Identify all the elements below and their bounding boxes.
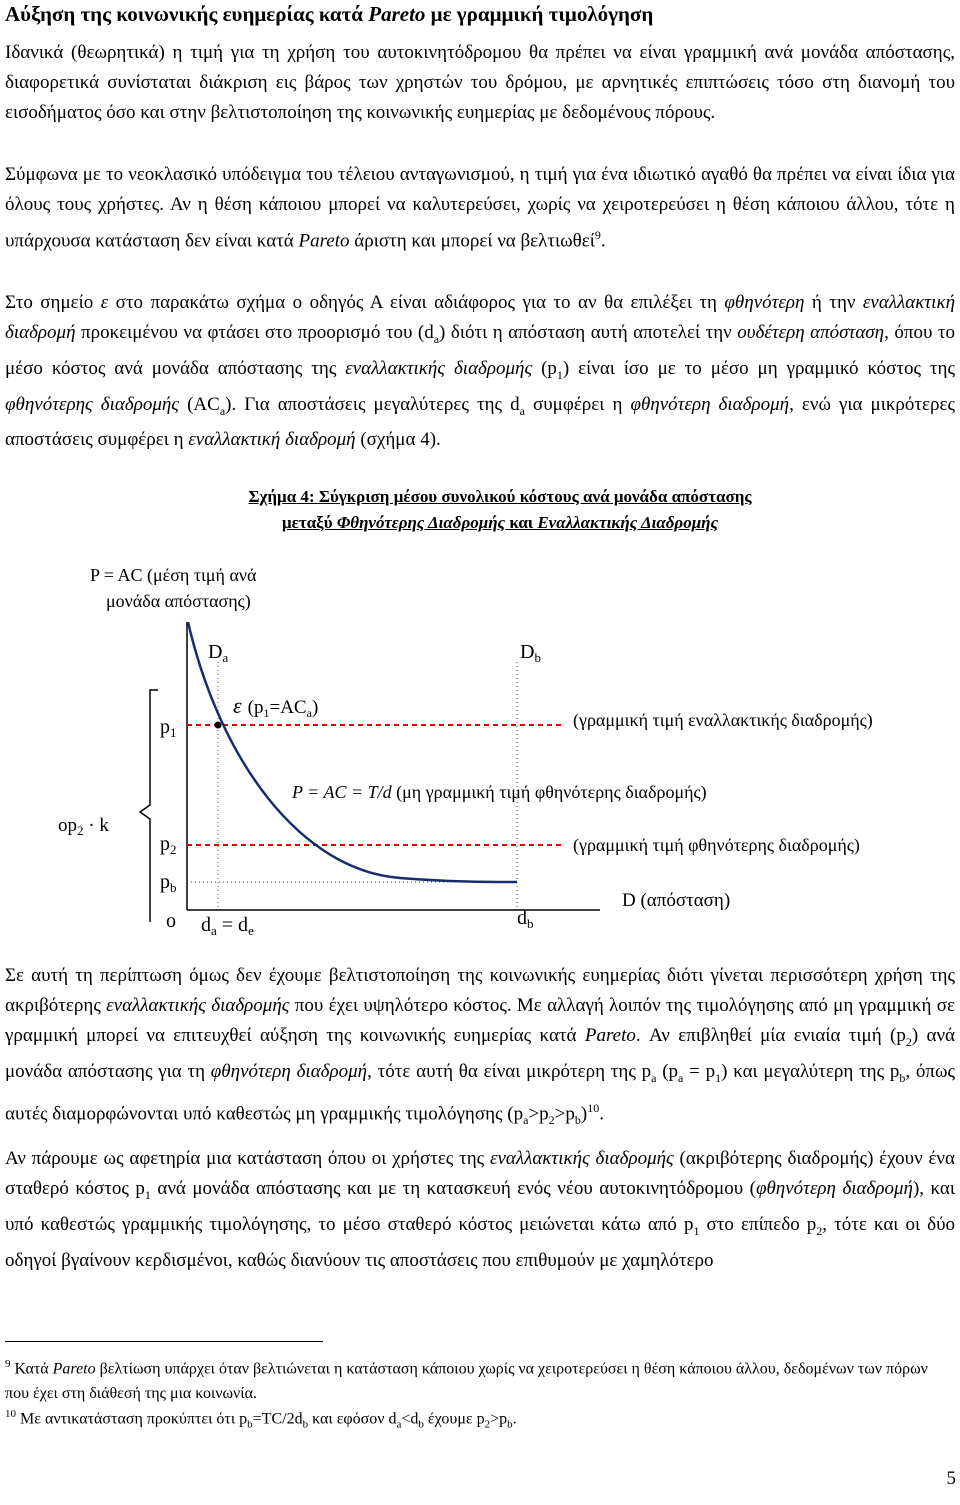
average-cost-curve [188, 622, 517, 882]
p3-t8: a [433, 331, 440, 346]
title-text-end: με γραμμική τιμολόγηση [425, 2, 654, 26]
y-axis-label-1: P = AC (μέση τιμή ανά [90, 565, 257, 585]
p3-t4: φθηνότερη [724, 292, 805, 313]
p3-t17: (AC [179, 393, 220, 415]
title-pareto: Pareto [368, 2, 426, 26]
p3-t13: (p [532, 357, 557, 379]
p4-t15: ) και μεγαλύτερη της p [721, 1060, 900, 1082]
curve-label: P = AC = T/d (μη γραμμική τιμή φθηνότερης διαδρομής) [292, 782, 707, 802]
p4-t7: ) ανά μονάδα απόστασης για τη [5, 1025, 956, 1082]
fn10-t12: b [507, 1418, 513, 1431]
p2-text-b: άριστη και μπορεί να βελτιωθεί [349, 230, 595, 252]
paragraph-5 [5, 1144, 955, 1276]
p3-t12: εναλλακτικής διαδρομής [345, 357, 533, 379]
ft2-b: Φθηνότερης Διαδρομής [336, 513, 506, 532]
fn10-t4: b [302, 1418, 309, 1431]
op2k-label: $op_2 \cdot k$ [58, 815, 109, 838]
fn10-t10: 2 [484, 1418, 491, 1431]
paragraph-4 [5, 961, 955, 1135]
fn10-t9: έχουμε p [423, 1410, 485, 1428]
ft2-c: και [505, 513, 538, 532]
p4-t14: 1 [715, 1070, 722, 1085]
origin-label: o [166, 910, 176, 932]
p2-pareto: Pareto [298, 230, 350, 252]
p3-t14: 1 [556, 367, 563, 382]
p4-t21: >p [554, 1102, 575, 1124]
p3-t19: ). Για αποστάσεις μεγαλύτερες της d [225, 393, 520, 415]
p4-t17: , όπως αυτές διαμορφώνονται υπό καθεστώς μη γραμμικής τιμολόγησης (p [5, 1060, 956, 1124]
p4-t11: (p [656, 1060, 679, 1082]
p4-t1: Σε αυτή τη περίπτωση όμως δεν έχουμε βελτιστοποίηση της κοινωνικής ευημερίας διότι γίνεται περισσότερη χρήση της ακριβότερης [5, 965, 955, 1016]
p4-t5: . Αν επιβληθεί μία ενιαία τιμή (p [635, 1025, 906, 1046]
fn10-number: 10 [5, 1408, 16, 1420]
epsilon-label: ε $(p_1=AC_a)$ [233, 693, 319, 720]
p3-t21: συμφέρει η [524, 393, 631, 415]
p4-t8: φθηνότερη διαδρομή [210, 1060, 368, 1082]
fn10-t6: a [396, 1418, 402, 1431]
p4-t10: a [651, 1070, 657, 1085]
p3-t1: Στο σημείο [5, 292, 101, 313]
p3-t11: , όπου το μέσο κόστος ανά μονάδα απόστασης της [5, 322, 955, 379]
footnote-9 [5, 1352, 955, 1406]
fn10-t13: . [512, 1410, 517, 1428]
ft2-a: μεταξύ [281, 513, 337, 532]
p4-t25: . [599, 1102, 604, 1124]
p5-t3: (ακριβότερης διαδρομής) έχουν ένα σταθερό κόστος p [5, 1148, 955, 1199]
p5-t4: 1 [144, 1187, 151, 1202]
p5-t2: εναλλακτικής διαδρομής [489, 1148, 674, 1169]
footnote-ref-10[interactable]: 10 [587, 1100, 600, 1115]
p3-t15: ) είναι ίσο με το μέσο μη γραμμικό κόστος της [562, 357, 956, 379]
fn10-t8: b [418, 1418, 424, 1431]
p4-t22: b [574, 1112, 581, 1127]
paragraph-3 [5, 288, 955, 455]
figure-title-line-2 [120, 510, 880, 536]
paragraph-1: Ιδανικά (θεωρητικά) η τιμή για τη χρήση του αυτοκινητόδρομου θα πρέπει να είναι γραμμική ανά μονάδα απόστασης, διαφορετικά συνίσταται διάκριση εις βάρος των χρηστών του δρόμου, με αρνητικές επιπτώσεις τόσο στη διανομή του εισοδήματος όσο και στην βελτιστοποίηση της κοινωνικής ευημερίας με δεδομένους πόρους. [5, 42, 955, 123]
p3-t2: ε [100, 292, 109, 313]
p4-t13: = p [683, 1060, 716, 1082]
p3-t10: ουδέτερη απόσταση [737, 322, 885, 343]
x-axis-label: D (απόσταση) [622, 890, 731, 911]
p5-t10: 2 [816, 1223, 823, 1238]
fn10-t1: Με αντικατάσταση προκύπτει ότι p [16, 1410, 248, 1428]
page-number: 5 [946, 1468, 956, 1489]
db-label: $d_b$ [517, 907, 534, 931]
p3-t6: εναλλακτική διαδρομή [5, 292, 955, 343]
title-text: Αύξηση της κοινωνικής ευημερίας κατά [5, 2, 369, 26]
figure-title-line-1 [120, 484, 880, 510]
p4-t9: , τότε αυτή θα είναι μικρότερη της p [367, 1060, 652, 1082]
footnote-10 [5, 1402, 955, 1438]
fn9-t1: Κατά [10, 1360, 53, 1378]
p4-t12: a [678, 1070, 684, 1085]
y-axis-label-2: μονάδα απόστασης) [106, 591, 251, 611]
p5-t6: φθηνότερη διαδρομή [755, 1178, 913, 1199]
paragraph-2 [5, 160, 955, 256]
p5-t8: 1 [693, 1223, 700, 1238]
p5-t7: ), και υπό καθεστώς γραμμικής τιμολόγησης, το μέσο σταθερό κόστος μειώνεται κάτω από p [5, 1178, 955, 1235]
Da-label: $D_a$ [208, 641, 229, 665]
Db-label: $D_b$ [520, 641, 541, 665]
p3-t3: στο παρακάτω σχήμα ο οδηγός Α είναι αδιάφορος για το αν θα επιλέξει τη [108, 292, 725, 313]
figure-title [120, 484, 880, 536]
p3-t5: ή την [804, 292, 863, 313]
p4-t18: a [523, 1112, 529, 1127]
cheaper-route-line-label: (γραμμική τιμή φθηνότερης διαδρομής) [573, 835, 860, 855]
footnote-separator [5, 1341, 323, 1342]
p3-t22: φθηνότερη διαδρομή [630, 393, 790, 415]
fn10-t3: =TC/2d [252, 1410, 303, 1428]
p2-text: Σύμφωνα με το νεοκλασικό υπόδειγμα του τέλειου ανταγωνισμού, η τιμή για ένα ιδιωτικό αγαθό θα πρέπει να είναι ίδια για όλους τους χρήστες. Αν η θέση κάποιου μπορεί να καλυτερεύσει, χωρίς να χειροτερεύσει η θέση κάποιου άλλου, τότε η υπάρχουσα κατάσταση δεν είναι κατά [5, 164, 955, 252]
fn10-t7: <d [401, 1410, 419, 1428]
p2-end: . [600, 230, 606, 252]
p3-t25: (σχήμα 4). [355, 429, 441, 451]
p3-t7: προκειμένου να φτάσει στο προορισμό του (d [75, 322, 434, 343]
p4-t16: b [899, 1070, 906, 1085]
figure-title-text-1: : Σύγκριση μέσου συνολικού κόστους ανά μονάδα απόστασης [308, 487, 752, 506]
p4-t20: 2 [548, 1112, 555, 1127]
section-title [5, 2, 653, 27]
p3-t16: φθηνότερης διαδρομής [5, 393, 180, 415]
p5-t5: ανά μονάδα απόστασης και με τη κατασκευή ενός νέου αυτοκινητόδρομου ( [150, 1178, 756, 1199]
p4-t23: ) [580, 1102, 588, 1124]
da-de-label: $d_a = d_e$ [201, 914, 254, 938]
fn10-t11: >p [490, 1410, 508, 1428]
p4-t19: >p [528, 1102, 549, 1124]
fn9-t2: Pareto [52, 1360, 96, 1378]
p3-t18: a [219, 403, 226, 418]
fn10-t5: και εφόσον d [308, 1410, 397, 1428]
p4-t3: που έχει υψηλότερο κόστος. Με αλλαγή λοιπόν της τιμολόγησης από μη γραμμική σε γραμμική μπορεί να επιτευχθεί αύξηση της κοινωνικής ευημερίας κατά [5, 995, 955, 1046]
fn9-number: 9 [5, 1358, 11, 1370]
fn9-t3: βελτίωση υπάρχει όταν βελτιώνεται η κατάσταση κάποιου χωρίς να χειροτερεύσει η θέση κάποιου άλλου, δεδομένων των πόρων που έχει στη διάθεσή της μια κοινωνία. [5, 1360, 928, 1403]
p4-t4: Pareto [584, 1025, 636, 1046]
ft2-d: Εναλλακτικής Διαδρομής [537, 513, 719, 532]
footnote-ref-9[interactable]: 9 [594, 228, 601, 242]
p3-t20: a [519, 403, 525, 418]
p4-t6: 2 [905, 1034, 912, 1049]
pb-label: $p_b$ [160, 871, 177, 895]
p1-label: $p_1$ [160, 716, 177, 740]
p5-t9: στο επίπεδο p [699, 1213, 817, 1235]
p5-t11: , τότε και οι δύο οδηγοί βγαίνουν κερδισμένοι, καθώς διανύουν τις αποστάσεις που επιθυμούν με χαμηλότερο [5, 1213, 955, 1271]
p3-t24: εναλλακτική διαδρομή [188, 429, 356, 451]
figure-4-diagram [0, 560, 960, 950]
alternative-route-line-label: (γραμμική τιμή εναλλακτικής διαδρομής) [573, 710, 873, 730]
p3-t23: , ενώ για μικρότερες αποστάσεις συμφέρει η [5, 393, 955, 451]
fn10-t2: b [247, 1418, 253, 1431]
p2-label: $p_2$ [160, 833, 177, 857]
point-epsilon [215, 722, 222, 729]
bracket-op2k [140, 690, 158, 922]
p4-t2: εναλλακτικής διαδρομής [106, 995, 290, 1016]
figure-label: Σχήμα 4 [248, 487, 309, 506]
p3-t9: ) διότι η απόσταση αυτή αποτελεί την [439, 322, 738, 343]
p5-t1: Αν πάρουμε ως αφετηρία μια κατάσταση όπου οι χρήστες της [5, 1148, 490, 1169]
